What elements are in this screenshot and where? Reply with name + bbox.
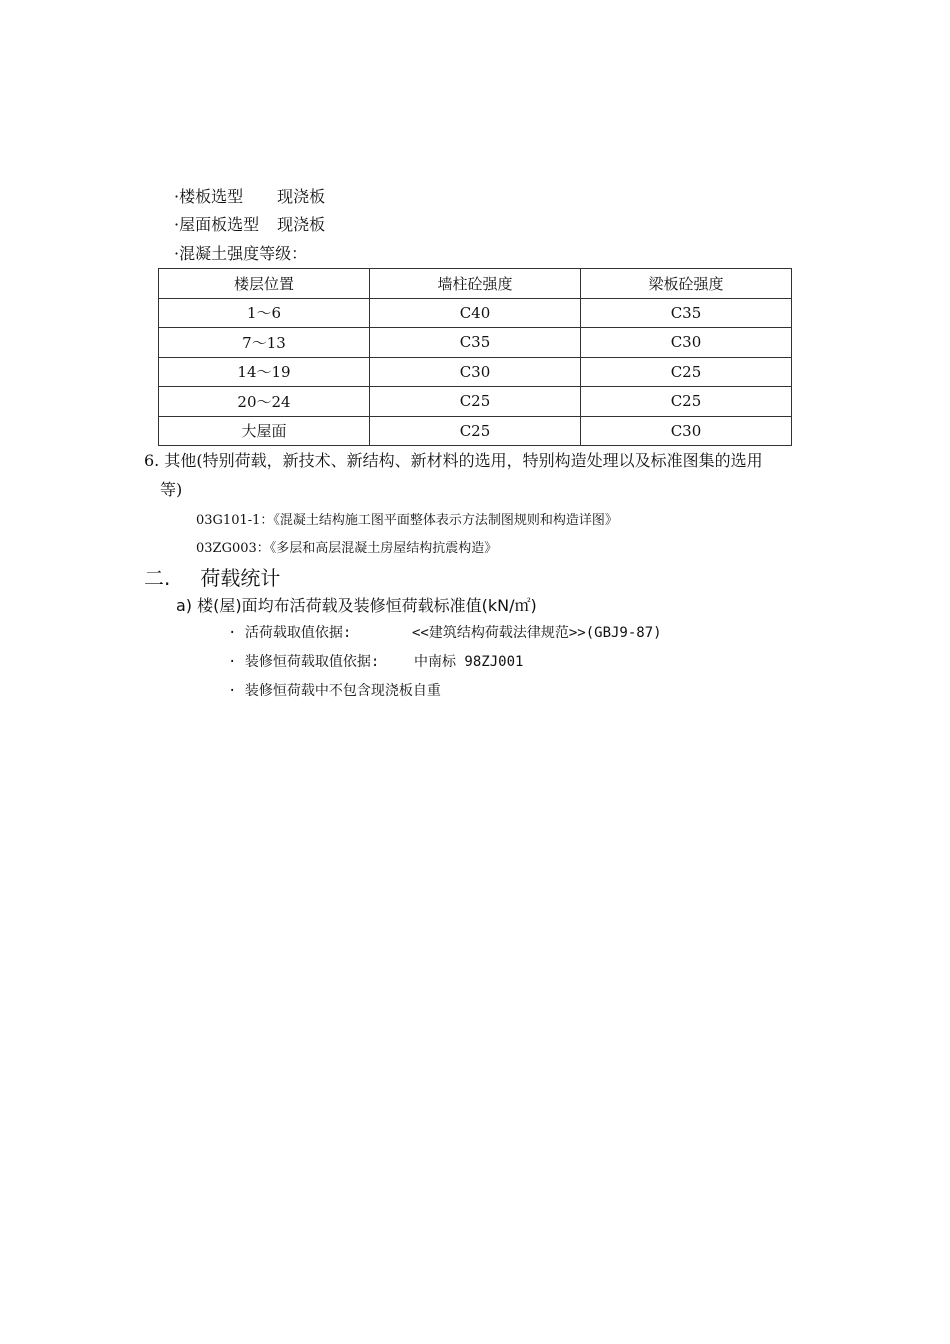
slab-type-line	[174, 187, 325, 207]
table-cell: C25	[581, 387, 792, 417]
section-number: 二.	[144, 566, 171, 590]
slab-type-value: 现浇板	[277, 187, 326, 206]
bullet-item	[228, 623, 662, 643]
table-cell: 1～6	[159, 298, 370, 328]
table-cell: C30	[581, 328, 792, 358]
subsection-heading: a) 楼(屋)面均布活荷载及装修恒荷载标准值(kN/㎡)	[176, 596, 537, 615]
table-header-cell: 楼层位置	[159, 269, 370, 299]
table-cell: C30	[370, 357, 581, 387]
table-row	[159, 416, 792, 446]
bullet-label: · 装修恒荷载取值依据:	[228, 654, 380, 670]
other-item-line1: 6. 其他(特别荷载，新技术、新结构、新材料的选用，特别构造处理以及标准图集的选用	[144, 451, 763, 470]
table-cell: 20～24	[159, 387, 370, 417]
other-item-line2: 等)	[160, 480, 183, 499]
table-cell: 7～13	[159, 328, 370, 358]
reference-item: 03G101-1：《混凝土结构施工图平面整体表示方法制图规则和构造详图》	[196, 513, 618, 528]
roof-type-line	[174, 215, 325, 235]
table-cell: C35	[581, 298, 792, 328]
table-cell: C40	[370, 298, 581, 328]
section-heading	[144, 566, 280, 590]
table-cell: C35	[370, 328, 581, 358]
table-row	[159, 357, 792, 387]
table-cell: 大屋面	[159, 416, 370, 446]
slab-type-label: ·楼板选型	[174, 187, 244, 206]
section-title: 荷载统计	[200, 566, 281, 590]
table-cell: C30	[581, 416, 792, 446]
table-header-cell: 墙柱砼强度	[370, 269, 581, 299]
roof-type-value: 现浇板	[277, 215, 326, 234]
table-row	[159, 328, 792, 358]
table-header-cell: 梁板砼强度	[581, 269, 792, 299]
bullet-value: 中南标 98ZJ001	[414, 654, 524, 670]
bullet-value: <<建筑结构荷载法律规范>>(GBJ9-87)	[412, 625, 662, 641]
table-cell: C25	[370, 387, 581, 417]
table-cell: C25	[370, 416, 581, 446]
bullet-item	[228, 652, 523, 672]
roof-type-label: ·屋面板选型	[174, 215, 260, 234]
table-row	[159, 298, 792, 328]
bullet-label: · 装修恒荷载中不包含现浇板自重	[228, 683, 441, 699]
table-row	[159, 387, 792, 417]
concrete-grade-label: ·混凝土强度等级：	[174, 244, 308, 263]
reference-item: 03ZG003：《多层和高层混凝土房屋结构抗震构造》	[196, 541, 498, 556]
table-cell: C25	[581, 357, 792, 387]
concrete-grade-table	[158, 268, 792, 446]
table-cell: 14～19	[159, 357, 370, 387]
bullet-item	[228, 681, 441, 701]
bullet-label: · 活荷载取值依据:	[228, 625, 352, 641]
table-header-row	[159, 269, 792, 299]
